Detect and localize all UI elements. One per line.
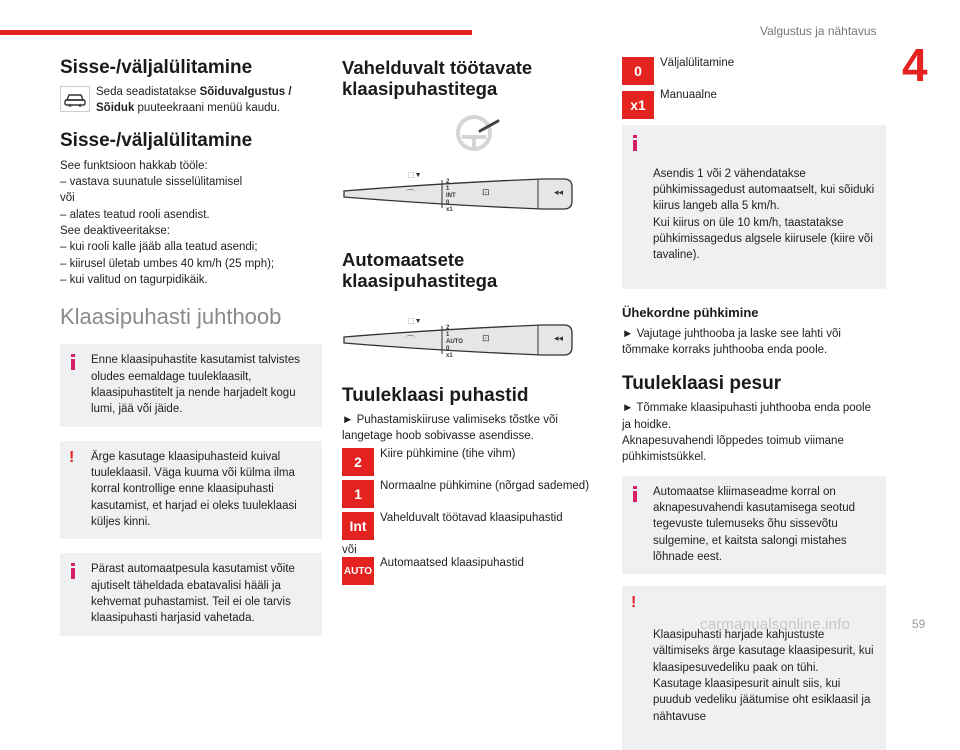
warning-icon: ! — [69, 448, 75, 466]
car-note-text-2: puuteekraani menüü kaudu. — [134, 102, 281, 115]
wiper-mode-list — [342, 448, 604, 589]
car-note-text-1: Seda seadistatakse — [96, 85, 200, 98]
mode-badge: x1 — [622, 91, 654, 119]
mode-badge: Int — [342, 512, 374, 540]
mode-text: Manuaalne — [660, 89, 717, 101]
heading-windscreen-wipers: Tuuleklaasi puhastid — [342, 385, 529, 406]
wiper-lever-auto — [342, 311, 574, 374]
heading-auto: Automaatsete klaasipuhastitega — [342, 249, 498, 292]
single-wipe-text: ► Vajutage juhthooba ja laske see lahti või tõmmake korraks juhthooba enda poole. — [622, 327, 841, 357]
mode-text: Väljalülitamine — [660, 57, 735, 69]
washer-text: ► Tõmmake klaasipuhasti juhthooba enda poole ja hoidke. Aknapesuvahendi lõppedes toimub viimane pühkimistsükkel. — [622, 402, 871, 464]
mode-row — [342, 448, 604, 480]
lever-label: 0 — [446, 346, 450, 352]
chapter-number: 4 — [902, 39, 928, 91]
heading-onoff-2: Sisse-/väljalülitamine — [60, 129, 253, 151]
or-text: või — [342, 544, 357, 556]
mode-text: Automaatsed klaasipuhastid — [380, 557, 524, 570]
lever-label: AUTO — [446, 339, 463, 345]
section-title: Valgustus ja nähtavus — [760, 24, 877, 38]
info-icon — [71, 354, 75, 370]
mode-text: Vahelduvalt töötavad klaasipuhastid — [380, 512, 563, 524]
func-line: – kui valitud on tagurpidikäik. — [60, 273, 208, 286]
mode-row — [342, 512, 604, 544]
lever-labels — [446, 325, 463, 360]
heading-washer: Tuuleklaasi pesur — [622, 372, 782, 394]
mode-text: Normaalne pühkimine (nõrgad sademed) — [380, 480, 590, 492]
warning-note-washer: ! Klaasipuhasti harjade kahjustuste vältimiseks ärge kasutage klaasipesurit, kui klaasipesuvedeliku paak on tühi. Kasutage klaasipesurit ainult siis, kui puudub vedeliku jäätumise oht esiklaasil ja nähtavuse — [622, 586, 886, 750]
warning-icon: ! — [631, 594, 637, 612]
lever-label: INT — [446, 193, 456, 199]
heading-onoff-1: Sisse-/väljalülitamine — [60, 57, 253, 78]
svg-text:◂◂: ◂◂ — [554, 187, 564, 197]
func-line: See deaktiveeritakse: — [60, 225, 170, 237]
info-note-climate: Automaatse kliimaseadme korral on aknapesuvahendi kasutamisega seotud tegevuste tulemuseks õhu sissevõtu sulgemine, et kaitsta salongi mistahes lõhnade eest. — [622, 476, 886, 575]
func-line: See funktsioon hakkab tööle: — [60, 159, 208, 172]
func-line: – kui rooli kalle jääb alla teatud asendi; — [60, 241, 258, 254]
mode-badge: 1 — [342, 480, 374, 508]
car-icon — [60, 86, 90, 112]
info-icon — [633, 486, 637, 502]
svg-text:⌒: ⌒ — [406, 335, 416, 345]
mode-row — [342, 557, 604, 589]
heading-intermittent: Vahelduvalt töötavate klaasipuhastitega — [342, 57, 533, 100]
steering-wheel-icon — [452, 113, 500, 158]
lever-label: x1 — [446, 207, 453, 213]
svg-text:⌒: ⌒ — [406, 189, 416, 199]
header-accent-bar — [0, 30, 472, 35]
function-description — [60, 158, 322, 289]
wiper-lever-intermittent — [342, 165, 574, 228]
mode-row — [342, 480, 604, 512]
info-note-winter: Enne klaasipuhastite kasutamist talvistes oludes eemaldage tuuleklaasilt, klaasipuhastitelt ja nende harjadelt kogu lumi, jää või jäide. — [60, 344, 322, 426]
car-note-bold: Sõiduvalgustus / Sõiduk — [96, 85, 292, 115]
svg-text:⊡: ⊡ — [482, 333, 490, 343]
heading-wiper-lever: Klaasipuhasti juhthoob — [60, 304, 282, 330]
func-line: – alates teatud rooli asendist. — [60, 208, 210, 221]
func-line: või — [60, 192, 75, 205]
lever-label: 1 — [446, 332, 450, 338]
mode-row — [622, 87, 886, 123]
info-icon — [71, 563, 75, 579]
mode-row — [622, 55, 886, 87]
page-number: 59 — [912, 617, 926, 631]
column-middle — [342, 55, 604, 577]
svg-text:⬚▼: ⬚▼ — [408, 172, 422, 179]
func-line: – vastava suunatule sisselülitamisel — [60, 176, 243, 189]
lever-labels — [446, 179, 456, 214]
svg-text:◂◂: ◂◂ — [554, 333, 564, 343]
svg-text:⊡: ⊡ — [482, 187, 490, 197]
mode-text: Kiire pühkimine (tihe vihm) — [380, 448, 516, 460]
info-note-speed: Asendis 1 või 2 vähendatakse pühkimissagedust automaatselt, kui sõiduki kiirus langeb alla 5 km/h. Kui kiirus on üle 10 km/h, taastatakse pühkimissagedus algsele kiirusele (kiire või tavaline). — [622, 125, 886, 289]
warning-note-dry: ! Ärge kasutage klaasipuhasteid kuival tuuleklaasil. Väga kuuma või külma ilma korral kontrollige enne klaasipuhasti kasutamist, et harjad ei oleks tuuleklaasi küljes kinni. — [60, 441, 322, 540]
wipers-intro: ► Puhastamiskiiruse valimiseks tõstke või langetage hoob sobivasse asendisse. — [342, 414, 558, 443]
lever-label: 0 — [446, 200, 450, 206]
mode-badge: AUTO — [342, 557, 374, 585]
lever-label: x1 — [446, 353, 453, 359]
lever-label: 2 — [446, 179, 450, 185]
info-icon — [633, 135, 637, 151]
heading-single-wipe: Ühekordne pühkimine — [622, 304, 759, 320]
svg-text:⬚▼: ⬚▼ — [408, 318, 422, 325]
column-right — [622, 55, 886, 750]
info-note-carwash: Pärast automaatpesula kasutamist võite ajutiselt täheldada ebatavalisi hääli ja kehvemat puhastamist. Teil ei ole tarvis klaasipuhasti harjasid vahetada. — [60, 553, 322, 635]
lever-label: 2 — [446, 325, 450, 331]
mode-badge: 0 — [622, 57, 654, 85]
column-left — [60, 55, 322, 636]
car-menu-note — [60, 86, 322, 120]
lever-label: 1 — [446, 186, 450, 192]
watermark: carmanualsonline.info — [700, 616, 851, 633]
mode-badge: 2 — [342, 448, 374, 476]
func-line: – kiirusel ületab umbes 40 km/h (25 mph); — [60, 257, 275, 270]
